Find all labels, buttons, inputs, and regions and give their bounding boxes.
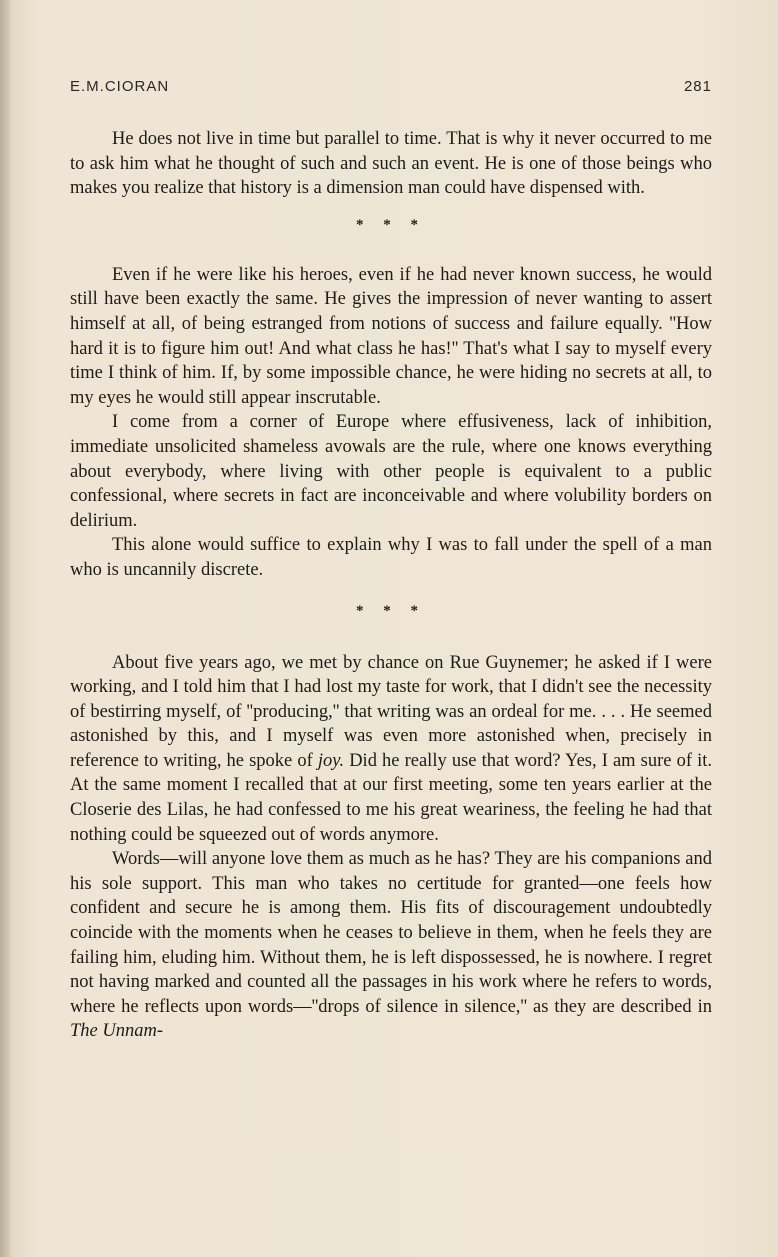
paragraph-5: [70, 651, 712, 848]
paragraph-5-emphasis: joy.: [317, 750, 345, 771]
section-separator: * * *: [356, 602, 426, 619]
page-gutter: [0, 0, 10, 1257]
body-text: [70, 127, 712, 1044]
section-separator: * * *: [356, 216, 426, 233]
paragraph-4: This alone would suffice to explain why I was to fall under the spell of a man who is uncannily discrete.: [70, 535, 712, 580]
page-number: 281: [683, 78, 712, 95]
paragraph-6-emphasis: The Unnam-: [70, 1021, 164, 1042]
paragraph-1: He does not live in time but parallel to time. That is why it never occurred to me to ask him what he thought of such and such an event. He is one of those beings who makes you realize that history is a dimension man could have dispensed with.: [70, 129, 712, 199]
paragraph-2: Even if he were like his heroes, even if he had never known success, he would still have been exactly the same. He gives the impression of never wanting to assert himself at all, of being estranged from notions of success and failure equally. ''How hard it is to figure him out! And what class he has!'' That's what I say to myself every time I think of him. If, by some impossible chance, he were hiding no secrets at all, to my eyes he would still appear inscrutable.: [70, 264, 712, 408]
paragraph-5-text-b: Did he really use that word? Yes, I am sure of it. At the same moment I recalled that at our first meeting, some ten years earlier at the Closerie des Lilas, he had confessed to me his great weariness, the feeling he had that nothing could be squeezed out of words anymore.: [70, 750, 712, 845]
running-head: E.M.CIORAN: [70, 78, 170, 95]
paragraph-5-text-a: About five years ago, we met by chance on Rue Guynemer; he asked if I were working, and I told him that I had lost my taste for work, that I didn't see the necessity of bestirring myself, of ''producing,'' that writing was an ordeal for me. . . . He seemed astonished by this, and I myself was even more astonished when, precisely in reference to writing, he spoke of: [70, 652, 712, 771]
paragraph-6-text-a: Words—will anyone love them as much as he has? They are his companions and his sole support. This man who takes no certitude for granted—one feels how confident and secure he is among them. His fits of discouragement undoubtedly coincide with the moments when he ceases to believe in them, when he feels they are failing him, eluding him. Without them, he is left dispossessed, he is nowhere. I regret not having marked and counted all the passages in his work where he refers to words, where he reflects upon words—''drops of silence in silence,'' as they are described in: [70, 849, 712, 1017]
paragraph-6: [70, 847, 712, 1044]
paragraph-3: I come from a corner of Europe where effusiveness, lack of inhibition, immediate unsolicited shameless avowals are the rule, where one knows everything about everybody, where living with other people is equivalent to a public confessional, where secrets in fact are inconceivable and where volubility borders on delirium.: [70, 412, 712, 531]
